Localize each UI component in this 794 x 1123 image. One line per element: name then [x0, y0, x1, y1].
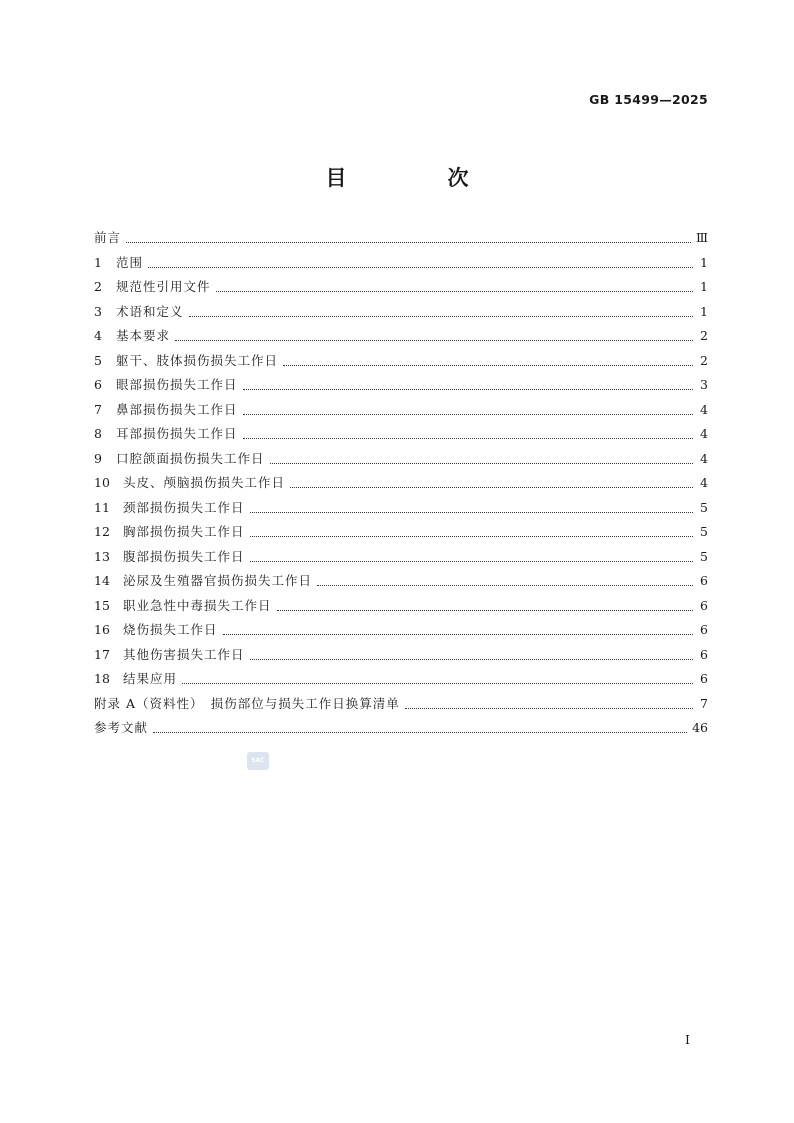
- toc-leader: [290, 478, 693, 488]
- toc-label: 范围: [116, 254, 144, 270]
- toc-label: 泌尿及生殖器官损伤损失工作日: [123, 573, 313, 588]
- toc-leader: [126, 233, 691, 243]
- toc-label: 头皮、颅脑损伤损失工作日: [123, 475, 286, 490]
- toc-label: 颈部损伤损失工作日: [123, 499, 245, 515]
- toc-label: 烧伤损失工作日: [123, 622, 218, 637]
- toc-leader: [250, 552, 693, 562]
- toc-leader: [148, 258, 693, 268]
- toc-entry[interactable]: [94, 324, 708, 349]
- toc-entry[interactable]: [94, 643, 708, 668]
- toc-number: 11: [94, 499, 110, 515]
- toc-leader: [250, 527, 693, 537]
- toc-label: 眼部损伤损失工作日: [116, 377, 238, 392]
- standard-code: GB 15499—2025: [589, 92, 708, 107]
- toc-entry[interactable]: [94, 545, 708, 570]
- toc-page: 2: [700, 328, 708, 343]
- toc-label: 鼻部损伤损失工作日: [116, 401, 238, 417]
- toc-number: 3: [94, 303, 102, 319]
- toc-leader: [175, 331, 693, 341]
- toc-label: 口腔颌面损伤损失工作日: [116, 450, 265, 466]
- toc-leader: [250, 503, 693, 513]
- toc-entry[interactable]: [94, 569, 708, 594]
- toc-label: 附录 A（资料性） 损伤部位与损失工作日换算清单: [94, 695, 400, 711]
- toc-page: 1: [700, 254, 708, 270]
- toc-entry[interactable]: [94, 398, 708, 423]
- toc-entry-bibliography[interactable]: [94, 716, 708, 741]
- table-of-contents: [94, 226, 708, 741]
- toc-label: 规范性引用文件: [116, 279, 211, 294]
- toc-number: 12: [94, 524, 110, 539]
- toc-leader: [153, 723, 687, 733]
- toc-label: 其他伤害损失工作日: [123, 646, 245, 662]
- toc-entry[interactable]: [94, 422, 708, 447]
- toc-number: 4: [94, 328, 102, 343]
- toc-page: 5: [700, 499, 708, 515]
- page-number: I: [685, 1032, 690, 1047]
- toc-page: 4: [700, 401, 708, 417]
- toc-number: 13: [94, 548, 110, 564]
- toc-leader: [270, 454, 693, 464]
- toc-page: 6: [700, 646, 708, 662]
- toc-page: 6: [700, 622, 708, 637]
- toc-entry[interactable]: [94, 251, 708, 276]
- toc-number: 1: [94, 254, 102, 270]
- toc-page: 7: [700, 695, 708, 711]
- toc-number: 18: [94, 671, 110, 686]
- toc-page: 4: [700, 450, 708, 466]
- sac-watermark-logo: SAC: [247, 752, 269, 770]
- toc-label: 耳部损伤损失工作日: [116, 426, 238, 441]
- toc-page: 4: [700, 475, 708, 490]
- toc-page: Ⅲ: [695, 230, 708, 245]
- toc-entry[interactable]: [94, 667, 708, 692]
- toc-leader: [243, 429, 693, 439]
- toc-entry[interactable]: [94, 618, 708, 643]
- toc-number: 5: [94, 352, 102, 368]
- toc-number: 9: [94, 450, 102, 466]
- toc-leader: [277, 601, 693, 611]
- toc-leader: [250, 650, 693, 660]
- toc-page: 6: [700, 597, 708, 613]
- toc-number: 16: [94, 622, 110, 637]
- toc-entry[interactable]: [94, 447, 708, 472]
- toc-entry-foreword[interactable]: [94, 226, 708, 251]
- toc-page: 46: [692, 720, 708, 735]
- toc-label: 参考文献: [94, 720, 149, 735]
- toc-number: 15: [94, 597, 110, 613]
- toc-label: 术语和定义: [116, 303, 184, 319]
- toc-number: 17: [94, 646, 110, 662]
- toc-number: 7: [94, 401, 102, 417]
- toc-label: 躯干、肢体损伤损失工作日: [116, 352, 279, 368]
- toc-page: 6: [700, 573, 708, 588]
- toc-leader: [243, 405, 693, 415]
- toc-page: 2: [700, 352, 708, 368]
- toc-number: 6: [94, 377, 102, 392]
- toc-label: 结果应用: [123, 671, 178, 686]
- toc-leader: [189, 307, 693, 317]
- toc-label: 前言: [94, 230, 122, 245]
- toc-leader: [182, 674, 693, 684]
- toc-leader: [216, 282, 693, 292]
- toc-number: 14: [94, 573, 110, 588]
- toc-entry[interactable]: [94, 275, 708, 300]
- toc-number: 8: [94, 426, 102, 441]
- toc-number: 2: [94, 279, 102, 294]
- toc-leader: [317, 576, 693, 586]
- toc-entry[interactable]: [94, 520, 708, 545]
- toc-page: 6: [700, 671, 708, 686]
- toc-number: 10: [94, 475, 110, 490]
- toc-label: 职业急性中毒损失工作日: [123, 597, 272, 613]
- toc-entry[interactable]: [94, 496, 708, 521]
- toc-page: 3: [700, 377, 708, 392]
- toc-leader: [223, 625, 693, 635]
- toc-page: 1: [700, 279, 708, 294]
- toc-leader: [283, 356, 693, 366]
- toc-leader: [243, 380, 693, 390]
- toc-page: 1: [700, 303, 708, 319]
- toc-entry-appendix-a[interactable]: [94, 692, 708, 717]
- toc-entry[interactable]: [94, 471, 708, 496]
- toc-page: 5: [700, 548, 708, 564]
- toc-entry[interactable]: [94, 349, 708, 374]
- toc-page: 5: [700, 524, 708, 539]
- toc-entry[interactable]: [94, 594, 708, 619]
- toc-label: 胸部损伤损失工作日: [123, 524, 245, 539]
- toc-label: 腹部损伤损失工作日: [123, 548, 245, 564]
- toc-entry[interactable]: [94, 300, 708, 325]
- toc-leader: [405, 699, 693, 709]
- toc-entry[interactable]: [94, 373, 708, 398]
- toc-label: 基本要求: [116, 328, 171, 343]
- toc-page: 4: [700, 426, 708, 441]
- page-title: 目 次: [325, 166, 509, 190]
